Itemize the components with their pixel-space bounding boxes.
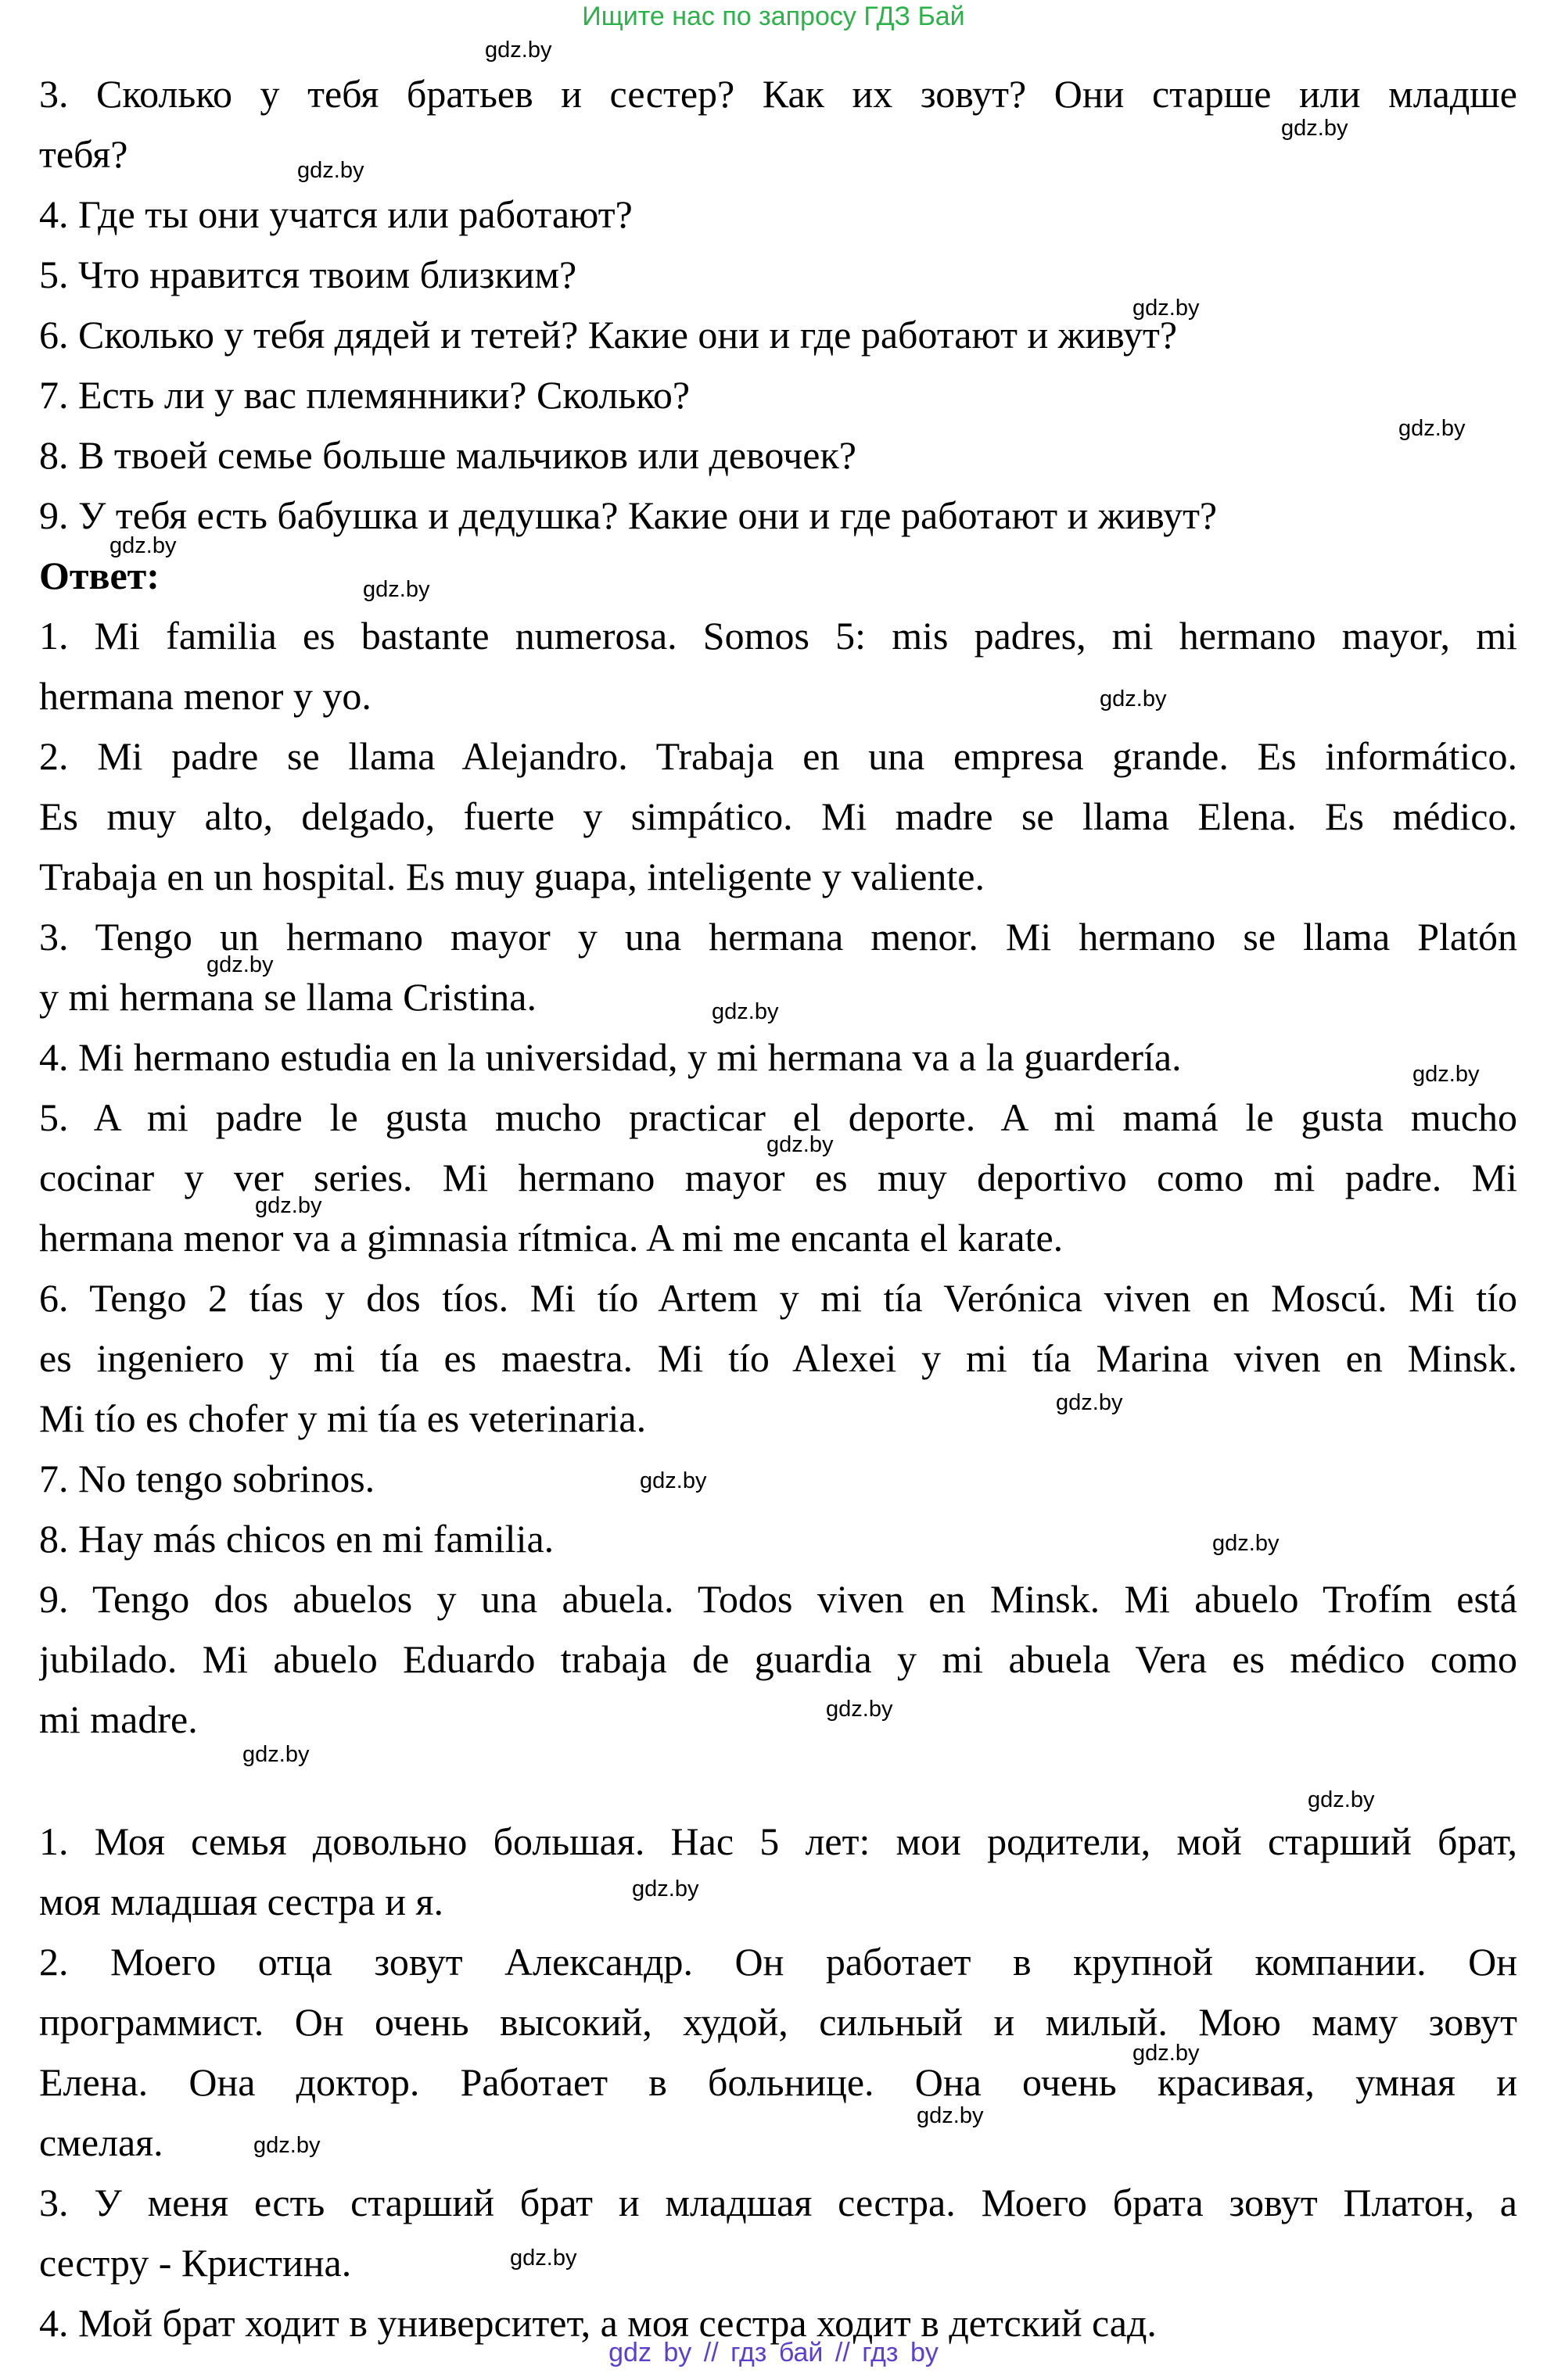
spanish-answer-line: hermana menor y yo. <box>39 674 371 718</box>
watermark: gdz.by <box>1132 2041 1200 2066</box>
question-line: 6. Сколько у тебя дядей и тетей? Какие они и где работают и живут? <box>39 313 1178 357</box>
russian-translation-line: Елена. Она доктор. Работает в больнице. Она очень красивая, умная и <box>39 2060 1517 2104</box>
spanish-answer-line: 1. Mi familia es bastante numerosa. Somos 5: mis padres, mi hermano mayor, mi <box>39 614 1517 658</box>
watermark: gdz.by <box>1212 1531 1280 1556</box>
watermark: gdz.by <box>255 1193 322 1218</box>
watermark: gdz.by <box>1056 1390 1123 1415</box>
watermark: gdz.by <box>109 533 177 558</box>
spanish-answer-line: hermana menor va a gimnasia rítmica. A mi me encanta el karate. <box>39 1216 1064 1260</box>
watermark: gdz.by <box>712 999 779 1024</box>
spanish-answer-line: 8. Hay más chicos en mi familia. <box>39 1517 555 1561</box>
question-line: тебя? <box>39 132 128 176</box>
search-hint-link[interactable]: Ищите нас по запросу ГДЗ Бай <box>582 2 965 31</box>
watermark: gdz.by <box>1398 416 1466 441</box>
spanish-answer-line: 4. Mi hermano estudia en la universidad, y mi hermana va a la guardería. <box>39 1035 1182 1079</box>
watermark: gdz.by <box>510 2246 577 2271</box>
watermark: gdz.by <box>766 1132 834 1157</box>
watermark: gdz.by <box>1100 686 1167 711</box>
russian-translation-line: моя младшая сестра и я. <box>39 1880 443 1923</box>
watermark: gdz.by <box>632 1876 699 1901</box>
spanish-answer-line: 9. Tengo dos abuelos y una abuela. Todos viven en Minsk. Mi abuelo Trofím está <box>39 1577 1517 1621</box>
watermark: gdz.by <box>242 1742 310 1767</box>
spanish-answer-line: 5. A mi padre le gusta mucho practicar el deporte. A mi mamá le gusta mucho <box>39 1095 1517 1139</box>
question-line: 4. Где ты они учатся или работают? <box>39 192 633 236</box>
spanish-answer-line: es ingeniero y mi tía es maestra. Mi tío Alexei y mi tía Marina viven en Minsk. <box>39 1336 1517 1380</box>
spanish-answer-line: 3. Tengo un hermano mayor y una hermana menor. Mi hermano se llama Platón <box>39 915 1517 959</box>
question-line: 5. Что нравится твоим близким? <box>39 253 577 296</box>
spanish-answer-line: 6. Tengo 2 tías y dos tíos. Mi tío Artem y mi tía Verónica viven en Moscú. Mi tío <box>39 1276 1517 1320</box>
spanish-answer-line: Es muy alto, delgado, fuerte y simpático. Mi madre se llama Elena. Es médico. <box>39 794 1517 838</box>
watermark: gdz.by <box>1132 296 1200 321</box>
question-line: 3. Сколько у тебя братьев и сестер? Как их зовут? Они старше или младше <box>39 72 1517 116</box>
question-line: 9. У тебя есть бабушка и дедушка? Какие они и где работают и живут? <box>39 493 1218 537</box>
russian-translation-line: 2. Моего отца зовут Александр. Он работает в крупной компании. Он <box>39 1940 1517 1984</box>
watermark: gdz.by <box>363 577 430 602</box>
russian-translation-line: 3. У меня есть старший брат и младшая сестра. Моего брата зовут Платон, а <box>39 2181 1517 2224</box>
footer-link[interactable]: gdz by // гдз бай // гдз by <box>608 2338 939 2367</box>
question-line: 8. В твоей семье больше мальчиков или девочек? <box>39 433 856 477</box>
answer-heading: Ответ: <box>39 554 160 597</box>
spanish-answer-line: 7. No tengo sobrinos. <box>39 1457 375 1500</box>
spanish-answer-line: 2. Mi padre se llama Alejandro. Trabaja en una empresa grande. Es informático. <box>39 734 1517 778</box>
watermark: gdz.by <box>917 2103 984 2128</box>
spanish-answer-line: cocinar y ver series. Mi hermano mayor es muy deportivo como mi padre. Mi <box>39 1156 1517 1199</box>
watermark: gdz.by <box>485 38 552 63</box>
russian-translation-line: 1. Моя семья довольно большая. Нас 5 лет: мои родители, мой старший брат, <box>39 1819 1517 1863</box>
russian-translation-line: сестру - Кристина. <box>39 2241 352 2285</box>
watermark: gdz.by <box>1281 116 1348 141</box>
spanish-answer-line: Trabaja en un hospital. Es muy guapa, inteligente y valiente. <box>39 855 985 898</box>
question-line: 7. Есть ли у вас племянники? Сколько? <box>39 373 691 417</box>
watermark: gdz.by <box>640 1468 707 1493</box>
watermark: gdz.by <box>1412 1062 1480 1087</box>
watermark: gdz.by <box>1308 1787 1375 1812</box>
russian-translation-line: программист. Он очень высокий, худой, сильный и милый. Мою маму зовут <box>39 2000 1517 2044</box>
spanish-answer-line: y mi hermana se llama Cristina. <box>39 975 537 1019</box>
spanish-answer-line: jubilado. Mi abuelo Eduardo trabaja de guardia y mi abuela Vera es médico como <box>39 1637 1517 1681</box>
watermark: gdz.by <box>253 2133 321 2158</box>
watermark: gdz.by <box>826 1697 893 1722</box>
watermark: gdz.by <box>297 158 364 183</box>
watermark: gdz.by <box>206 952 274 977</box>
russian-translation-line: 4. Мой брат ходит в университет, а моя сестра ходит в детский сад. <box>39 2301 1157 2345</box>
spanish-answer-line: mi madre. <box>39 1697 198 1741</box>
russian-translation-line: смелая. <box>39 2120 163 2164</box>
spanish-answer-line: Mi tío es chofer y mi tía es veterinaria. <box>39 1396 647 1440</box>
